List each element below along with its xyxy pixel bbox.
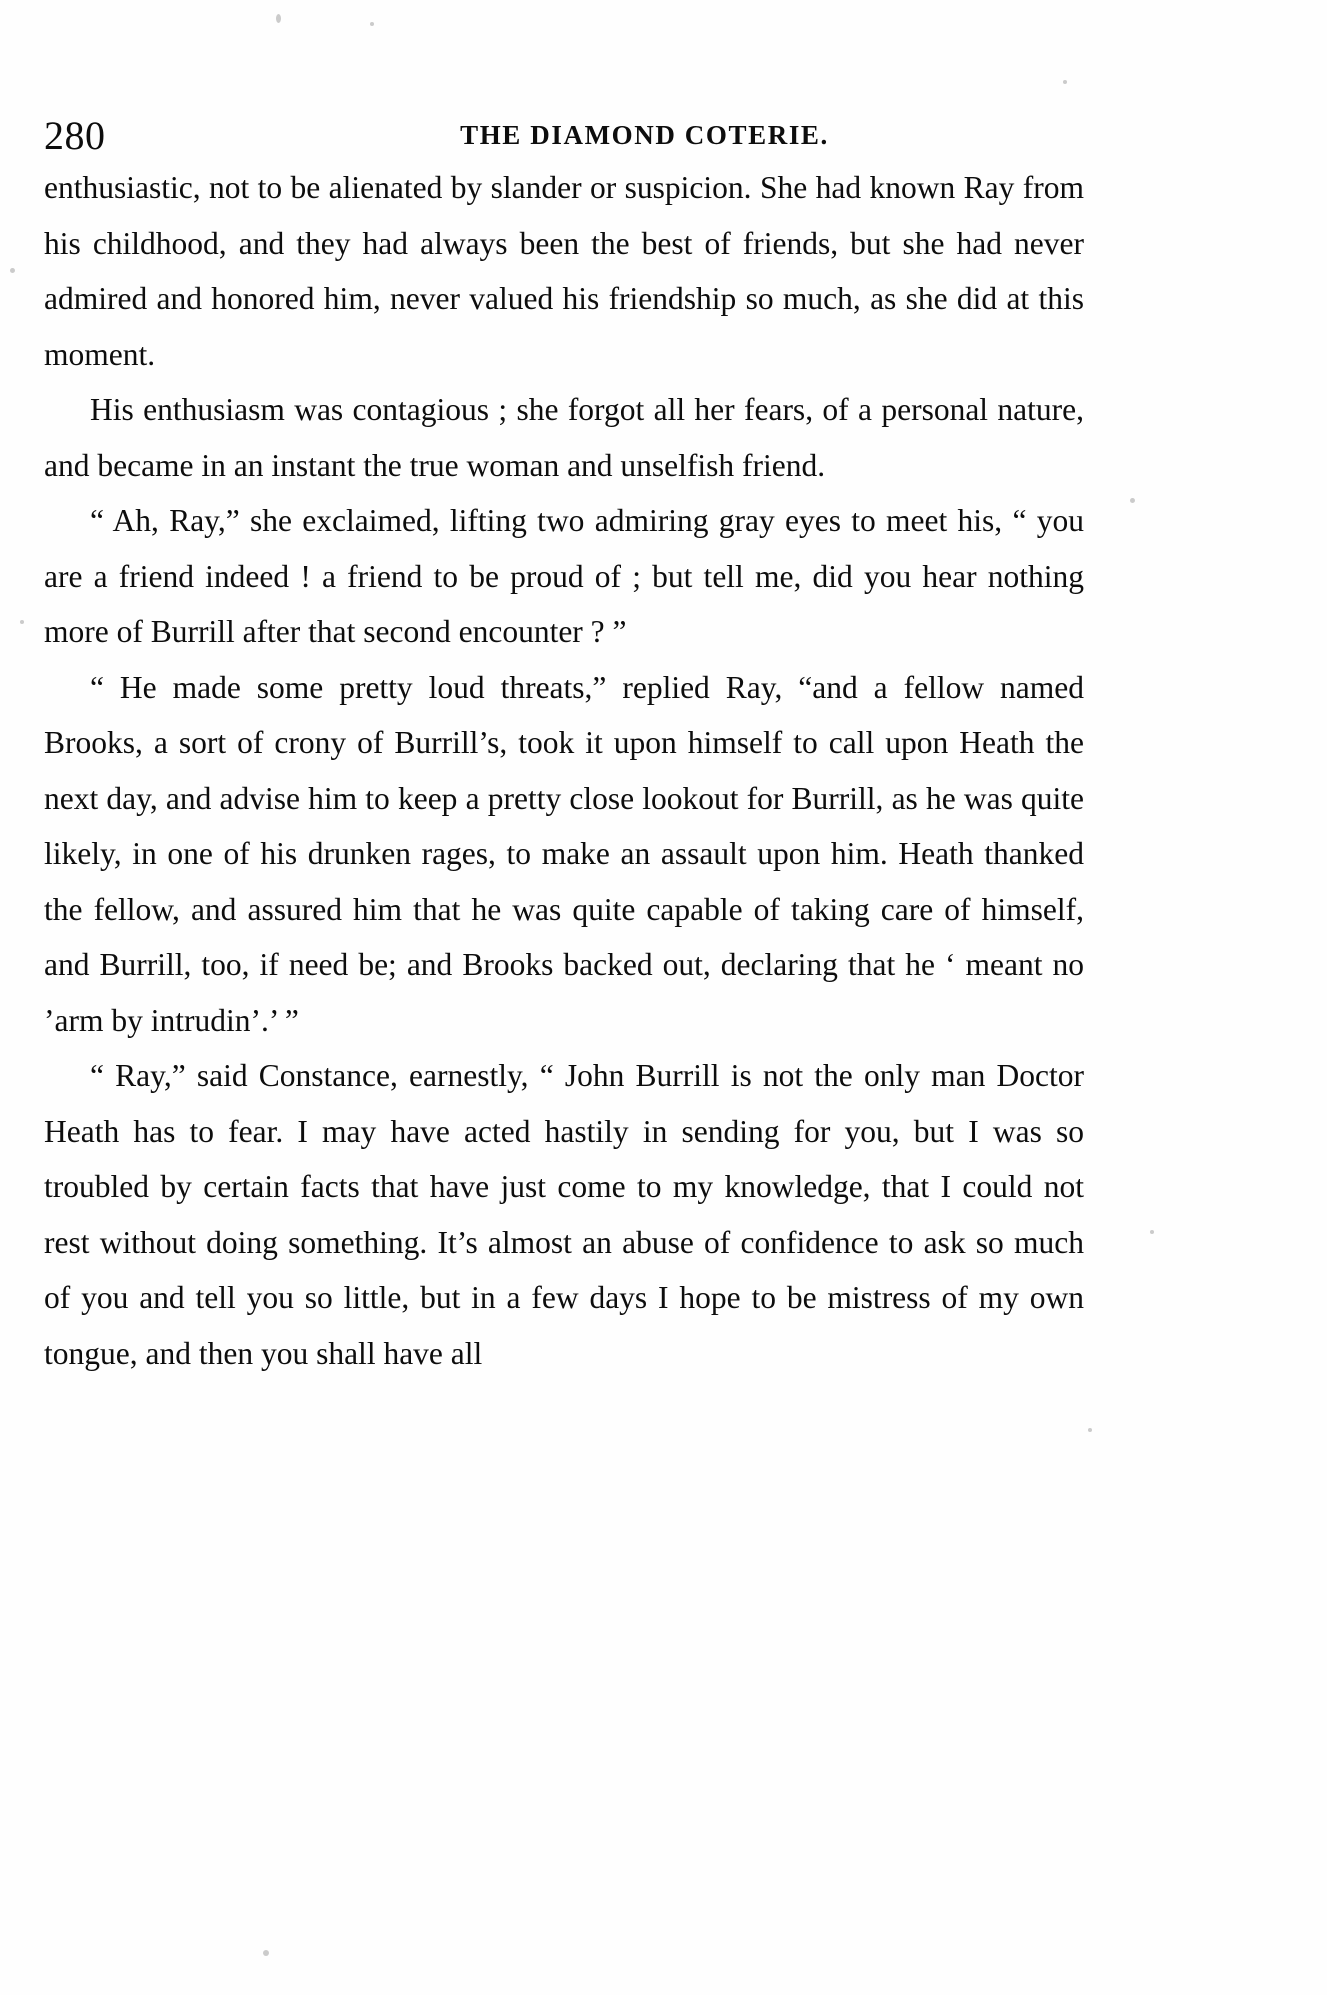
paragraph: His enthusiasm was contagious ; she forgot all her fears, of a personal nature, and became in an instant the true woman and unselfish friend. <box>44 392 1084 483</box>
paper-speck <box>1130 498 1135 503</box>
paper-speck <box>370 22 374 26</box>
paragraph: “ Ray,” said Constance, earnestly, “ John Burrill is not the only man Doctor Heath has to fear. I may have acted hastily in sending for you, but I was so troubled by certain facts that have just come to my knowledge, that I could not rest without doing something. It’s almost an abuse of confidence to ask so much of you and tell you so little, but in a few days I hope to be mistress of my own tongue, and then you shall have all <box>44 1058 1084 1371</box>
paper-speck <box>263 1950 269 1956</box>
paper-speck <box>10 268 15 273</box>
paragraph: “ Ah, Ray,” she exclaimed, lifting two admiring gray eyes to meet his, “ you are a friend indeed ! a friend to be proud of ; but tell me, did you hear nothing more of Burrill after that second encounter ? ” <box>44 503 1084 649</box>
running-head: THE DIAMOND COTERIE. <box>460 120 829 150</box>
page-body <box>44 160 1084 1381</box>
paper-speck <box>1150 1230 1154 1234</box>
paper-speck <box>20 620 24 624</box>
paragraph: “ He made some pretty loud threats,” replied Ray, “and a fellow named Brooks, a sort of crony of Burrill’s, took it upon himself to call upon Heath the next day, and advise him to keep a pretty close lookout for Burrill, as he was quite likely, in one of his drunken rages, to make an assault upon him. Heath thanked the fellow, and assured him that he was quite capable of taking care of himself, and Burrill, too, if need be; and Brooks backed out, declaring that he ‘ meant no ’arm by intrudin’.’ ” <box>44 669 1084 1038</box>
page-header <box>0 60 1327 158</box>
page-number: 280 <box>44 113 106 158</box>
paper-speck <box>1088 1428 1092 1432</box>
paper-speck <box>276 14 281 23</box>
paper-speck <box>1063 80 1067 84</box>
paragraph: enthusiastic, not to be alienated by slander or suspicion. She had known Ray from his childhood, and they had always been the best of friends, but she had never admired and honored him, never valued his friendship so much, as she did at this moment. <box>44 170 1084 372</box>
